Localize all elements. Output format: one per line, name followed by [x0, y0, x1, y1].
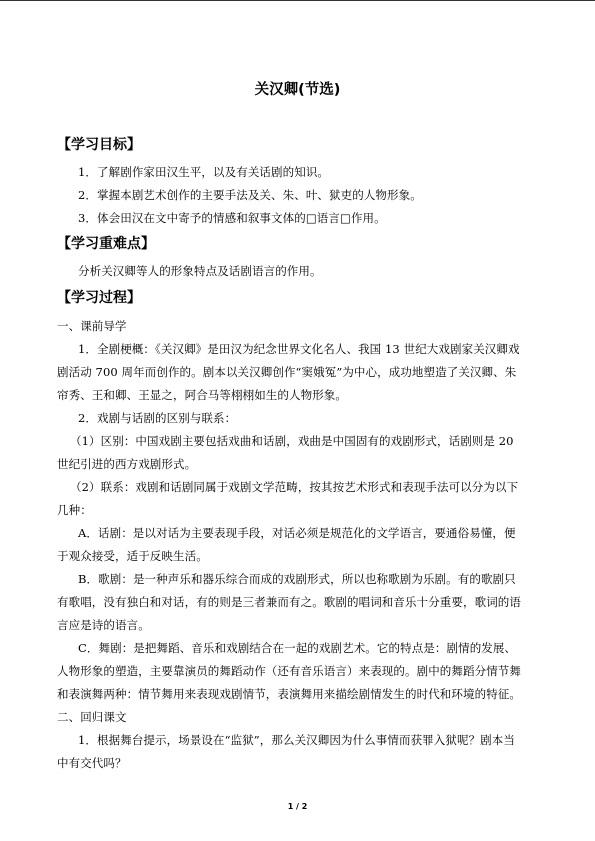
section-heading-process: 【学习过程】	[57, 290, 141, 306]
paragraph-line: 和表演舞两种：情节舞用来表现戏剧情节，表演舞用来描绘剧情发生的时代和环境的特征。	[57, 687, 521, 701]
paragraph-line: 言应是诗的语言。	[57, 618, 150, 632]
page-number: 1 / 2	[287, 802, 308, 811]
paragraph-line: （1）区别：中国戏剧主要包括戏曲和话剧，戏曲是中国固有的戏剧形式，话剧则是 20	[70, 434, 514, 448]
section-heading-keypoints: 【学习重难点】	[57, 236, 155, 252]
page-top-border	[0, 0, 595, 1]
paragraph-line: 人物形象的塑造，主要靠演员的舞蹈动作（还有音乐语言）来表现的。剧中的舞蹈分情节舞	[57, 664, 521, 678]
part-heading-review: 二、回归课文	[57, 710, 127, 724]
paragraph-line: 世纪引进的西方戏剧形式。	[57, 457, 197, 471]
paragraph-line: （2）联系：戏剧和话剧同属于戏剧文学范畴，按其按艺术形式和表现手法可以分为以下	[70, 480, 519, 494]
paragraph-line: C．舞剧：是把舞蹈、音乐和戏剧结合在一起的戏剧艺术。它的特点是：剧情的发展、	[78, 641, 517, 655]
page-title: 关汉卿(节选)	[254, 82, 341, 98]
paragraph-line: B．歌剧：是一种声乐和器乐综合而成的戏剧形式，所以也称歌剧为乐剧。有的歌剧只	[78, 572, 516, 586]
paragraph-line: 中有交代吗？	[57, 756, 127, 770]
section-heading-goals: 【学习目标】	[57, 137, 141, 153]
paragraph-line: 于观众接受，适于反映生活。	[57, 549, 208, 563]
goal-item: 2．掌握本剧艺术创作的主要手法及关、朱、叶、狱吏的人物形象。	[78, 188, 422, 202]
paragraph-line: 2．戏剧与话剧的区别与联系：	[78, 411, 237, 425]
paragraph-line: 有歌唱，没有独白和对话，有的则是三者兼而有之。歌剧的唱词和音乐十分重要，歌词的语	[57, 595, 521, 609]
part-heading-preview: 一、课前导学	[57, 319, 127, 333]
paragraph-line: 帘秀、王和卿、王显之，阿合马等栩栩如生的人物形象。	[57, 388, 347, 402]
keypoint-text: 分析关汉卿等人的形象特点及话剧语言的作用。	[78, 264, 322, 278]
paragraph-line: 剧活动 700 周年而创作的。剧本以关汉卿创作“窦娥冤”为中心，成功地塑造了关汉卿、朱	[57, 365, 517, 379]
paragraph-line: 1．根据舞台提示，场景设在“监狱”，那么关汉卿因为什么事情而获罪入狱呢？剧本当	[78, 733, 515, 747]
goal-item: 1．了解剧作家田汉生平，以及有关话剧的知识。	[78, 165, 330, 179]
paragraph-line: 1．全剧梗概：《关汉卿》是田汉为纪念世界文化名人、我国 13 世纪大戏剧家关汉卿戏	[78, 342, 520, 356]
paragraph-line: 几种：	[57, 503, 92, 517]
goal-item: 3．体会田汉在文中寄予的情感和叙事文体的□语言□作用。	[78, 211, 386, 225]
paragraph-line: A．话剧：是以对话为主要表现手段，对话必须是规范化的文学语言，要通俗易懂，便	[78, 526, 516, 540]
